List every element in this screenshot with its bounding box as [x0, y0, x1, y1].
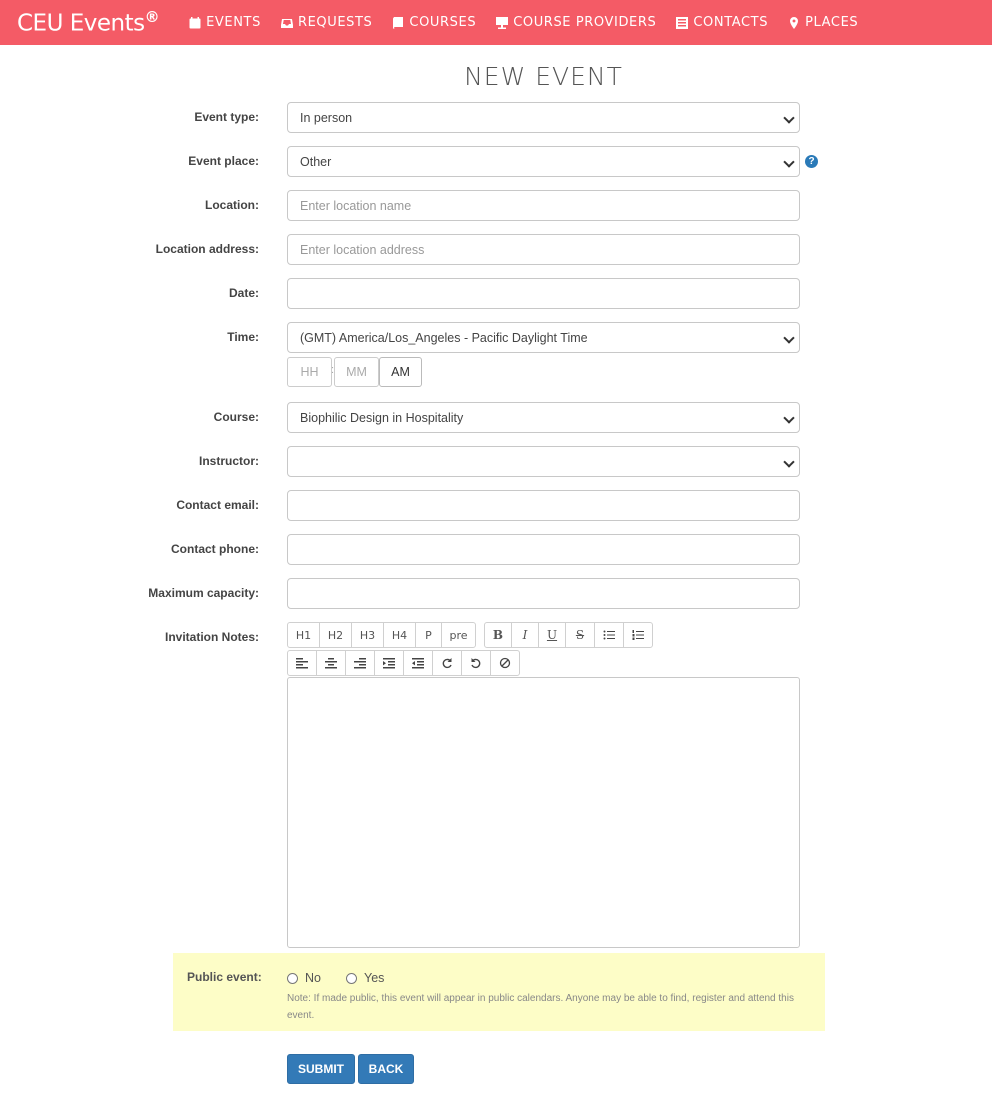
instructor-select[interactable]	[287, 446, 800, 477]
clear-format-icon	[499, 657, 511, 669]
hour-placeholder: HH	[300, 365, 319, 379]
nav-courses-label: COURSES	[409, 15, 477, 30]
minute-placeholder: MM	[346, 365, 367, 379]
location-label: Location:	[205, 198, 259, 212]
top-navbar	[0, 0, 992, 45]
nav-events-label: EVENTS	[206, 15, 261, 30]
radio-circle	[287, 973, 298, 984]
invitation-notes-editor[interactable]	[287, 677, 800, 948]
align-left-button[interactable]	[287, 650, 317, 676]
h4-button[interactable]: H4	[383, 622, 416, 648]
bold-button[interactable]: B	[484, 622, 512, 648]
location-placeholder: Enter location name	[300, 198, 412, 213]
align-center-button[interactable]	[316, 650, 346, 676]
indent-button[interactable]	[374, 650, 404, 676]
paragraph-button[interactable]: P	[415, 622, 442, 648]
redo-button[interactable]	[432, 650, 462, 676]
nav-contacts[interactable]	[676, 15, 768, 30]
clear-format-button[interactable]	[490, 650, 520, 676]
strikethrough-button[interactable]: S	[565, 622, 595, 648]
event-type-value: In person	[300, 110, 353, 125]
nav-requests-label: REQUESTS	[297, 15, 373, 30]
underline-button[interactable]: U	[538, 622, 566, 648]
contact-phone-input[interactable]	[287, 534, 800, 565]
course-label: Course:	[213, 410, 259, 424]
nav-places-label: PLACES	[805, 15, 859, 30]
event-place-select[interactable]	[287, 146, 800, 177]
numbered-list-icon	[632, 629, 644, 641]
redo-icon	[441, 657, 453, 669]
map-marker-icon	[788, 17, 800, 29]
ampm-toggle-button[interactable]	[379, 357, 422, 387]
public-yes-radio[interactable]	[346, 971, 384, 985]
hour-input[interactable]	[287, 357, 335, 387]
preformatted-button[interactable]: pre	[441, 622, 476, 648]
inbox-icon	[281, 17, 293, 29]
presentation-icon	[496, 17, 508, 29]
numbered-list-button[interactable]	[623, 622, 653, 648]
timezone-value: (GMT) America/Los_Angeles - Pacific Daylight Time	[300, 330, 588, 345]
nav-places[interactable]	[788, 15, 858, 30]
submit-button[interactable]: SUBMIT	[287, 1054, 355, 1084]
outdent-icon	[412, 657, 424, 669]
align-right-icon	[354, 657, 366, 669]
public-event-label: Public event:	[187, 970, 262, 984]
location-address-input[interactable]	[287, 234, 800, 265]
h3-button[interactable]: H3	[351, 622, 384, 648]
time-separator: :	[331, 364, 335, 376]
location-address-placeholder: Enter location address	[300, 242, 425, 257]
max-capacity-input[interactable]	[287, 578, 800, 609]
date-label: Date:	[228, 286, 259, 300]
instructor-label: Instructor:	[199, 454, 259, 468]
align-right-button[interactable]	[345, 650, 375, 676]
nav-course-providers-label: COURSE PROVIDERS	[513, 15, 657, 30]
location-input[interactable]	[287, 190, 800, 221]
back-button[interactable]: BACK	[358, 1054, 414, 1084]
brand-logo[interactable]	[17, 8, 159, 37]
radio-circle	[346, 973, 357, 984]
align-center-icon	[325, 657, 337, 669]
nav-events[interactable]	[189, 15, 261, 30]
nav-contacts-label: CONTACTS	[693, 15, 769, 30]
indent-icon	[383, 657, 395, 669]
timezone-select[interactable]	[287, 322, 800, 353]
public-event-note: Note: If made public, this event will appear in public calendars. Anyone may be able to find, register and attend this event.	[287, 993, 794, 1021]
ampm-label: AM	[391, 365, 410, 379]
list-icon	[676, 17, 688, 29]
brand-name: CEU Events	[17, 10, 145, 37]
nav-requests[interactable]	[281, 15, 372, 30]
event-place-value: Other	[300, 154, 332, 169]
invitation-notes-label: Invitation Notes:	[164, 630, 259, 644]
undo-icon	[470, 657, 482, 669]
date-input[interactable]	[287, 278, 800, 309]
minute-input[interactable]	[334, 357, 379, 387]
h1-button[interactable]: H1	[287, 622, 320, 648]
undo-button[interactable]	[461, 650, 491, 676]
public-no-radio[interactable]	[287, 971, 321, 985]
course-value: Biophilic Design in Hospitality	[300, 410, 464, 425]
page-title: NEW EVENT	[464, 62, 623, 91]
event-place-label: Event place:	[188, 154, 259, 168]
nav-courses[interactable]	[392, 15, 476, 30]
editor-format-toolbar	[484, 622, 653, 648]
book-icon	[392, 17, 404, 29]
align-left-icon	[296, 657, 308, 669]
time-label: Time:	[227, 330, 259, 344]
course-select[interactable]	[287, 402, 800, 433]
h2-button[interactable]: H2	[319, 622, 352, 648]
outdent-button[interactable]	[403, 650, 433, 676]
contact-phone-label: Contact phone:	[171, 542, 259, 556]
help-icon[interactable]: ?	[805, 155, 818, 168]
location-address-label: Location address:	[155, 242, 259, 256]
bullet-list-button[interactable]	[594, 622, 624, 648]
brand-mark: ®	[144, 8, 160, 27]
max-capacity-label: Maximum capacity:	[148, 586, 259, 600]
calendar-icon	[189, 17, 201, 29]
editor-heading-toolbar	[287, 622, 476, 648]
public-no-label: No	[305, 971, 321, 985]
bullet-list-icon	[603, 629, 615, 641]
contact-email-input[interactable]	[287, 490, 800, 521]
public-yes-label: Yes	[364, 971, 385, 985]
italic-button[interactable]: I	[511, 622, 539, 648]
contact-email-label: Contact email:	[176, 498, 259, 512]
event-type-label: Event type:	[194, 110, 259, 124]
nav-course-providers[interactable]	[496, 15, 656, 30]
event-type-select[interactable]	[287, 102, 800, 133]
editor-align-toolbar	[287, 650, 520, 676]
